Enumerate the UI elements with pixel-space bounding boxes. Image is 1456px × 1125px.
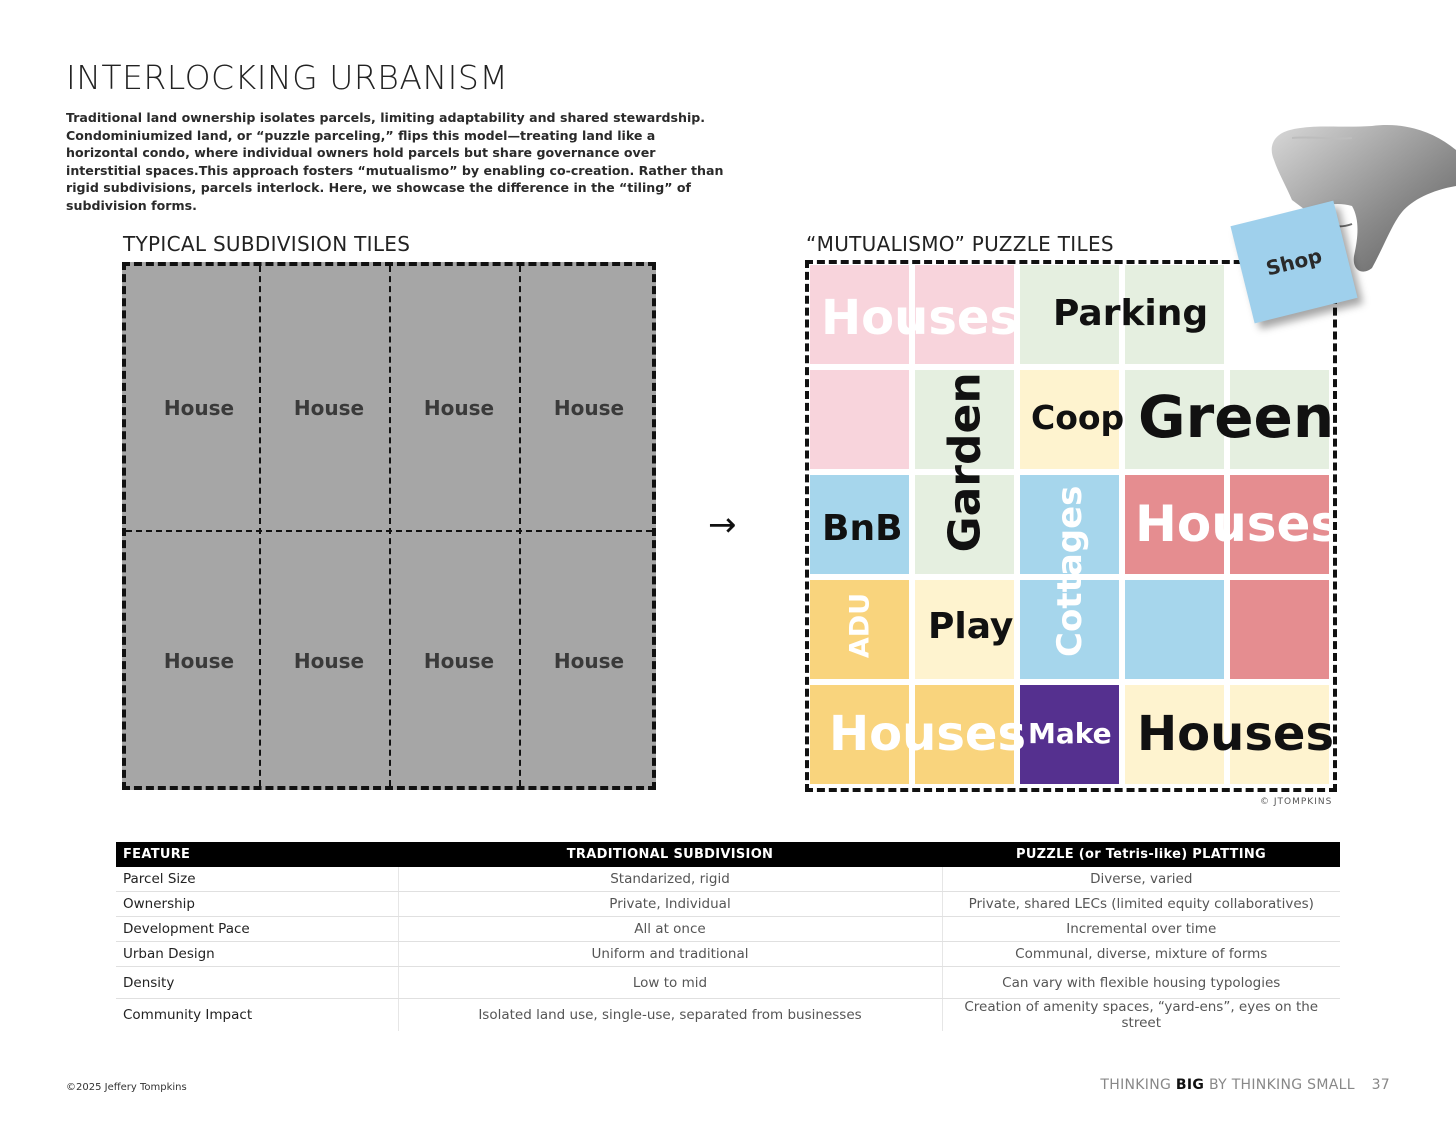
puzzle-cell bbox=[1230, 580, 1329, 679]
lot-divider bbox=[519, 266, 521, 786]
tile-label-make: Make bbox=[1028, 717, 1112, 750]
tile-label-shop: Shop bbox=[1263, 243, 1325, 281]
typical-subdivision-grid bbox=[122, 262, 656, 790]
table-row bbox=[116, 917, 1340, 942]
table-cell: Development Pace bbox=[116, 917, 398, 942]
table-header-row bbox=[116, 842, 1340, 867]
table-cell: Low to mid bbox=[398, 967, 942, 999]
lot-label: House bbox=[553, 396, 625, 420]
tile-label-houses: Houses bbox=[1135, 495, 1341, 553]
table-row bbox=[116, 942, 1340, 967]
page-number: 37 bbox=[1371, 1077, 1390, 1093]
puzzle-cell bbox=[1125, 580, 1224, 679]
table-cell: Density bbox=[116, 967, 398, 999]
tile-label-play: Play bbox=[928, 606, 1014, 647]
lot-label: House bbox=[293, 649, 365, 673]
table-cell: Communal, diverse, mixture of forms bbox=[942, 942, 1340, 967]
tile-label-houses: Houses bbox=[829, 706, 1027, 762]
lot-label: House bbox=[423, 649, 495, 673]
tile-label-parking: Parking bbox=[1053, 293, 1209, 334]
column-header: PUZZLE (or Tetris-like) PLATTING bbox=[942, 842, 1340, 867]
table-cell: Can vary with flexible housing typologies bbox=[942, 967, 1340, 999]
table-row bbox=[116, 999, 1340, 1032]
table-row bbox=[116, 892, 1340, 917]
book-title-bold: BIG bbox=[1175, 1077, 1205, 1093]
table-cell: Incremental over time bbox=[942, 917, 1340, 942]
tile-label-houses: Houses bbox=[1137, 706, 1335, 762]
copyright: ©2025 Jeffery Tompkins bbox=[66, 1082, 187, 1093]
lot-label: House bbox=[423, 396, 495, 420]
column-header: FEATURE bbox=[116, 842, 398, 867]
table-cell: Community Impact bbox=[123, 1007, 253, 1023]
table-cell: Uniform and traditional bbox=[398, 942, 942, 967]
tile-label-garden: Garden bbox=[939, 372, 991, 553]
column-header: TRADITIONAL SUBDIVISION bbox=[398, 842, 942, 867]
table-cell: Private, shared LECs (limited equity collaboratives) bbox=[942, 892, 1340, 917]
table-cell: All at once bbox=[398, 917, 942, 942]
tile-label-green: Green bbox=[1138, 383, 1335, 451]
tile-label-adu: ADU bbox=[844, 592, 876, 659]
table-cell: Standarized, rigid bbox=[398, 867, 942, 892]
table-cell: Diverse, varied bbox=[942, 867, 1340, 892]
tile-label-cottages: Cottages bbox=[1050, 485, 1090, 657]
intro-paragraph: Traditional land ownership isolates parcels, limiting adaptability and shared stewardship. Condominiumized land, or “puzzle parceling,” flips this model—treating land like a horizontal condo, where individual owners hold parcels but share governance over interstitial spaces.This approach fosters “mutualismo” by enabling co-creation. Rather than rigid subdivisions, parcels interlock. Here, we showcase the difference in the “tiling” of subdivision forms. bbox=[66, 110, 724, 213]
lot-label: House bbox=[293, 396, 365, 420]
artist-credit: © JTOMPKINS bbox=[1260, 797, 1333, 807]
table-cell: Isolated land use, single-use, separated from businesses bbox=[398, 999, 942, 1032]
table-row bbox=[116, 967, 1340, 999]
table-cell: Parcel Size bbox=[116, 867, 398, 892]
typical-subdivision-heading: TYPICAL SUBDIVISION TILES bbox=[123, 232, 411, 256]
book-title-suffix: BY THINKING SMALL bbox=[1208, 1077, 1355, 1093]
book-title-prefix: THINKING bbox=[1100, 1077, 1172, 1093]
lot-divider bbox=[259, 266, 261, 786]
table-cell: Private, Individual bbox=[398, 892, 942, 917]
lot-divider bbox=[389, 266, 391, 786]
page-title: INTERLOCKING URBANISM bbox=[66, 58, 509, 97]
table-cell: Urban Design bbox=[116, 942, 398, 967]
table-row bbox=[116, 867, 1340, 892]
table-cell: Creation of amenity spaces, “yard-ens”, eyes on the street bbox=[942, 999, 1340, 1032]
table-cell: Ownership bbox=[116, 892, 398, 917]
transition-arrow-icon: → bbox=[708, 505, 737, 545]
puzzle-tiles-grid bbox=[805, 260, 1341, 792]
puzzle-cell bbox=[810, 370, 909, 469]
comparison-table bbox=[116, 842, 1340, 1031]
tile-label-houses: Houses bbox=[821, 290, 1019, 346]
lot-label: House bbox=[163, 649, 235, 673]
puzzle-tiles-heading: “MUTUALISMO” PUZZLE TILES bbox=[806, 232, 1114, 256]
lot-label: House bbox=[553, 649, 625, 673]
lot-label: House bbox=[163, 396, 235, 420]
tile-label-coop: Coop bbox=[1031, 398, 1125, 437]
tile-label-bnb: BnB bbox=[822, 508, 903, 549]
lot-divider bbox=[126, 530, 652, 532]
running-footer bbox=[1100, 1077, 1390, 1093]
